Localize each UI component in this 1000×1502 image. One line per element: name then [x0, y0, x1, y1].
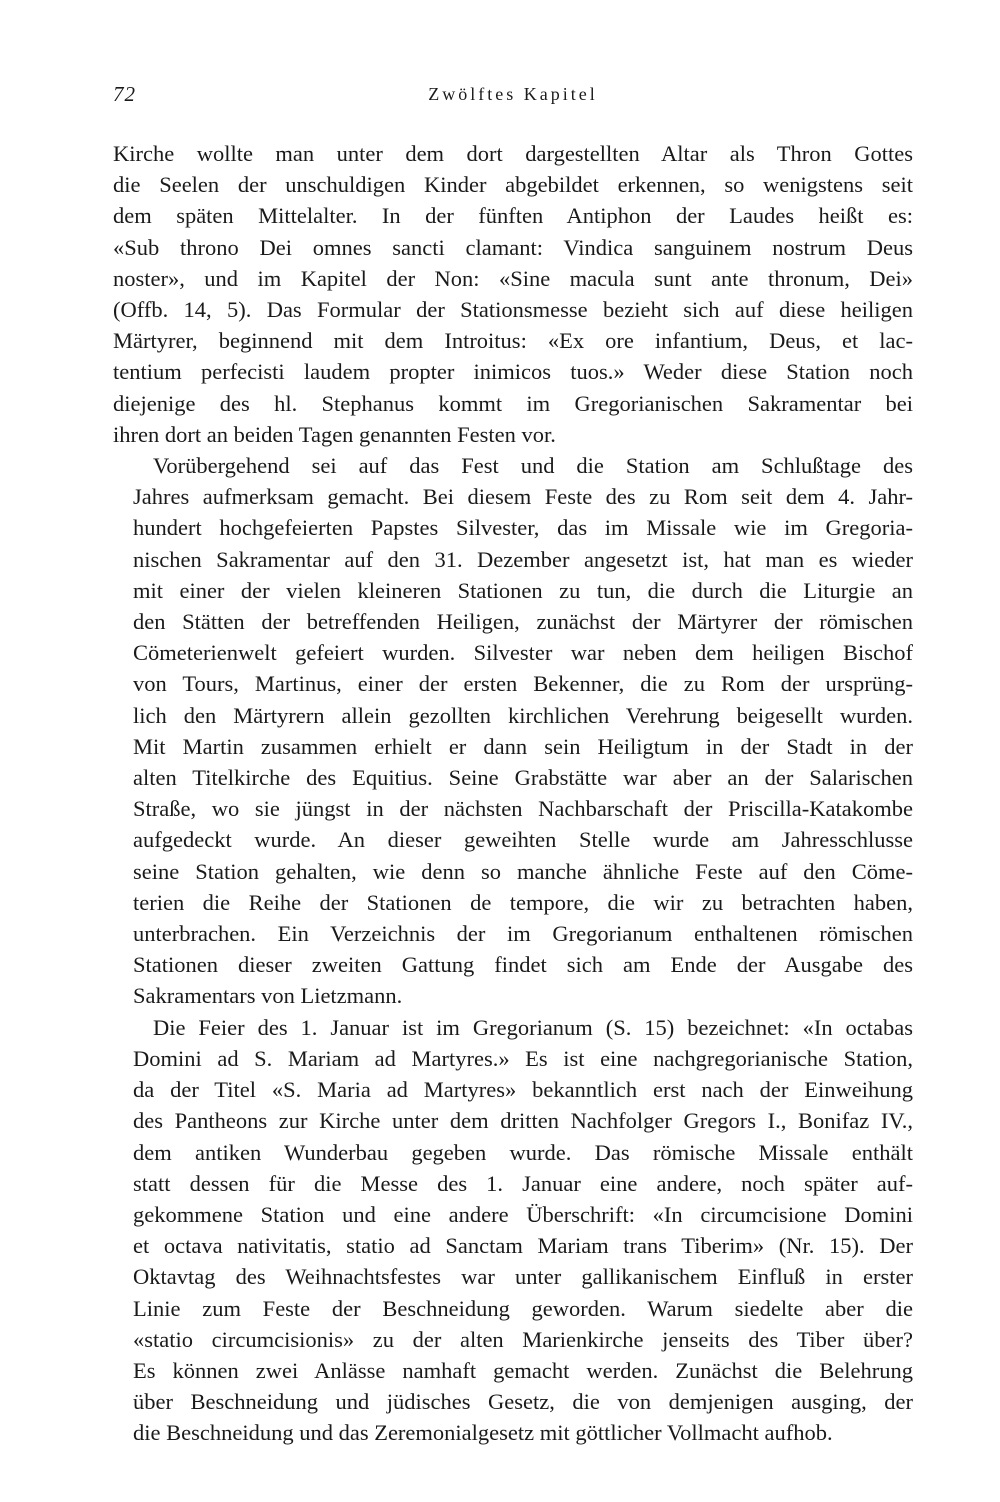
- paragraph: [113, 1012, 913, 1449]
- text-line: tentium perfecisti laudem propter inimicos tuos.» Weder diese Station noch: [113, 359, 913, 385]
- text-line: aufgedeckt wurde. An dieser geweihten Stelle wurde am Jahresschlusse: [133, 827, 913, 853]
- text-line: statt dessen für die Messe des 1. Januar eine andere, noch später auf-: [133, 1170, 913, 1196]
- paragraph: [113, 450, 913, 1012]
- text-line: mit einer der vielen kleineren Stationen zu tun, die durch die Liturgie an: [133, 577, 913, 603]
- text-line: Es können zwei Anlässe namhaft gemacht werden. Zunächst die Belehrung: [133, 1357, 913, 1383]
- text-line: «statio circumcisionis» zu der alten Marienkirche jenseits des Tiber über?: [133, 1326, 913, 1352]
- paragraph: [113, 138, 913, 450]
- text-line: nischen Sakramentar auf den 31. Dezember angesetzt ist, hat man es wieder: [133, 546, 913, 572]
- text-line: von Tours, Martinus, einer der ersten Bekenner, die zu Rom der ursprüng-: [133, 671, 913, 697]
- text-line: die Beschneidung und das Zeremonialgesetz mit göttlicher Vollmacht aufhob.: [133, 1420, 833, 1446]
- text-line: noster», und im Kapitel der Non: «Sine macula sunt ante thronum, Dei»: [113, 265, 913, 291]
- text-line: unterbrachen. Ein Verzeichnis der im Gregorianum enthaltenen römischen: [133, 921, 913, 947]
- text-line: alten Titelkirche des Equitius. Seine Grabstätte war aber an der Salarischen: [133, 765, 913, 791]
- page-header: [113, 78, 913, 118]
- text-line: Oktavtag des Weihnachtsfestes war unter gallikanischem Einfluß in erster: [133, 1264, 913, 1290]
- text-line: ihren dort an beiden Tagen genannten Festen vor.: [113, 421, 556, 447]
- text-line: Cömeterienwelt gefeiert wurden. Silvester war neben dem heiligen Bischof: [133, 640, 913, 666]
- text-line: Straße, wo sie jüngst in der nächsten Nachbarschaft der Priscilla-Katakombe: [133, 796, 913, 822]
- text-line: dem antiken Wunderbau gegeben wurde. Das römische Missale enthält: [133, 1139, 913, 1165]
- body-text: [113, 138, 913, 1449]
- text-line: (Offb. 14, 5). Das Formular der Stationsmesse bezieht sich auf diese heiligen: [113, 297, 913, 323]
- text-line: Die Feier des 1. Januar ist im Gregorianum (S. 15) bezeichnet: «In octabas: [153, 1014, 913, 1040]
- text-line: Jahres aufmerksam gemacht. Bei diesem Feste des zu Rom seit dem 4. Jahr-: [133, 484, 913, 510]
- text-line: gekommene Station und eine andere Überschrift: «In circumcisione Domini: [133, 1201, 913, 1227]
- text-line: «Sub throno Dei omnes sancti clamant: Vindica sanguinem nostrum Deus: [113, 234, 913, 260]
- text-line: hundert hochgefeierten Papstes Silvester, das im Missale wie im Gregoria-: [133, 515, 913, 541]
- running-head: Zwölftes Kapitel: [428, 84, 598, 104]
- text-line: seine Station gehalten, wie denn so manche ähnliche Feste auf den Cöme-: [133, 858, 913, 884]
- text-line: dem späten Mittelalter. In der fünften Antiphon der Laudes heißt es:: [113, 203, 913, 229]
- text-line: Mit Martin zusammen erhielt er dann sein Heiligtum in der Stadt in der: [133, 733, 913, 759]
- text-line: die Seelen der unschuldigen Kinder abgebildet erkennen, so wenigstens seit: [113, 172, 913, 198]
- text-line: da der Titel «S. Maria ad Martyres» bekanntlich erst nach der Einweihung: [133, 1077, 913, 1103]
- page-number: 72: [113, 82, 136, 106]
- text-line: et octava nativitatis, statio ad Sanctam Mariam trans Tiberim» (Nr. 15). Der: [133, 1233, 913, 1259]
- text-line: lich den Märtyrern allein gezollten kirchlichen Verehrung beigesellt wurden.: [133, 702, 913, 728]
- text-line: den Stätten der betreffenden Heiligen, zunächst der Märtyrer der römischen: [133, 609, 913, 635]
- text-line: über Beschneidung und jüdisches Gesetz, die von demjenigen ausging, der: [133, 1389, 913, 1415]
- text-line: Kirche wollte man unter dem dort dargestellten Altar als Thron Gottes: [113, 141, 913, 166]
- text-line: Märtyrer, beginnend mit dem Introitus: «Ex ore infantium, Deus, et lac-: [113, 328, 913, 354]
- book-page: [113, 78, 913, 1449]
- text-line: des Pantheons zur Kirche unter dem dritten Nachfolger Gregors I., Bonifaz IV.,: [133, 1108, 913, 1134]
- text-line: terien die Reihe der Stationen de tempore, die wir zu betrachten haben,: [133, 889, 913, 915]
- text-line: diejenige des hl. Stephanus kommt im Gregorianischen Sakramentar bei: [113, 390, 913, 416]
- text-line: Vorübergehend sei auf das Fest und die Station am Schlußtage des: [153, 453, 913, 479]
- text-line: Domini ad S. Mariam ad Martyres.» Es ist eine nachgregorianische Station,: [133, 1045, 913, 1071]
- text-line: Sakramentars von Lietzmann.: [133, 983, 403, 1009]
- text-line: Linie zum Feste der Beschneidung geworden. Warum siedelte aber die: [133, 1295, 913, 1321]
- text-line: Stationen dieser zweiten Gattung findet sich am Ende der Ausgabe des: [133, 952, 913, 978]
